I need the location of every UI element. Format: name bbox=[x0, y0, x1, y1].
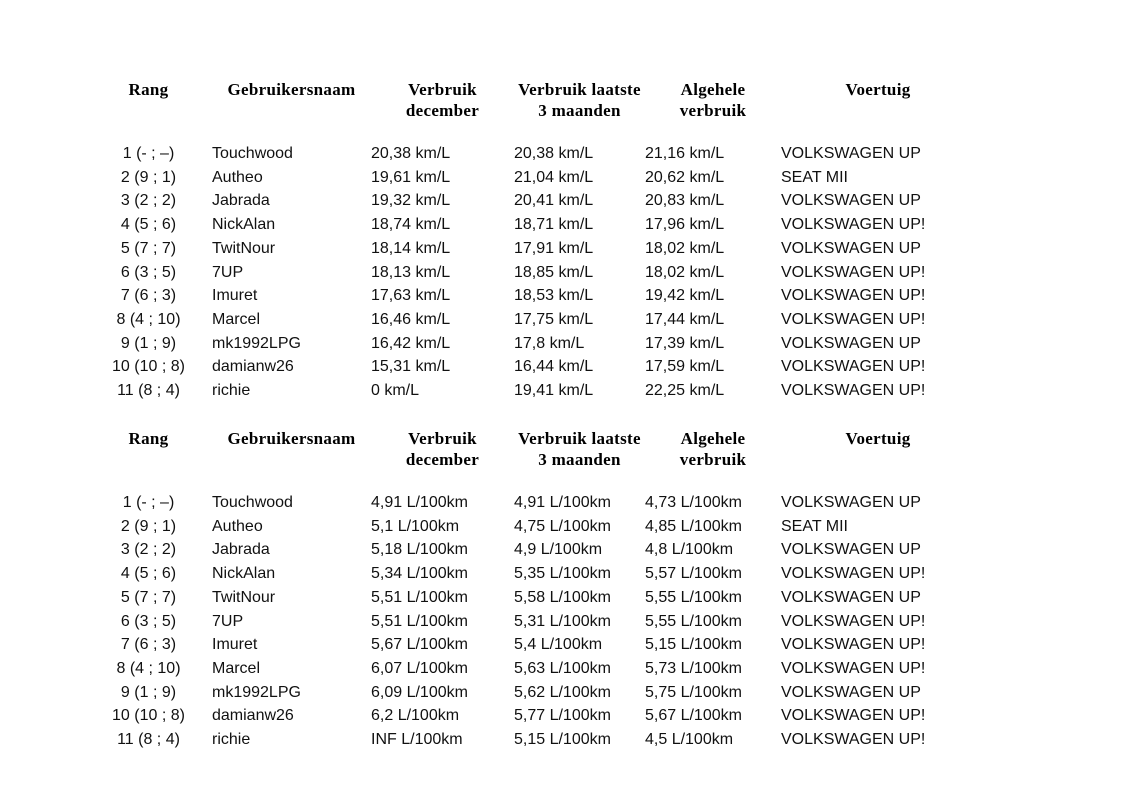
username-cell: Marcel bbox=[212, 659, 261, 677]
header-last3 bbox=[514, 428, 645, 470]
rank-cell: 6 (3 ; 5) bbox=[120, 612, 177, 630]
header-last3 bbox=[514, 79, 645, 121]
consumption-overall-cell: 4,8 L/100km bbox=[645, 541, 734, 559]
header-overall bbox=[645, 428, 781, 470]
username-cell: Autheo bbox=[212, 517, 263, 535]
vehicle-cell: VOLKSWAGEN UP! bbox=[781, 216, 926, 234]
rank-cell: 8 (4 ; 10) bbox=[116, 659, 181, 677]
table-row bbox=[85, 166, 975, 190]
consumption-december-cell: 5,51 L/100km bbox=[371, 588, 468, 606]
username-cell: 7UP bbox=[212, 263, 244, 281]
consumption-last3-cell: 18,85 km/L bbox=[514, 263, 594, 281]
username-cell: mk1992LPG bbox=[212, 683, 301, 701]
rank-cell: 3 (2 ; 2) bbox=[120, 541, 177, 559]
table-row bbox=[85, 379, 975, 403]
consumption-overall-cell: 20,83 km/L bbox=[645, 192, 725, 210]
table-row bbox=[85, 633, 975, 657]
consumption-december-cell: 5,51 L/100km bbox=[371, 612, 468, 630]
table-row bbox=[85, 586, 975, 610]
table-row bbox=[85, 657, 975, 681]
header-vehicle-label: Voertuig bbox=[845, 80, 911, 99]
table-row bbox=[85, 681, 975, 705]
consumption-last3-cell: 20,41 km/L bbox=[514, 192, 594, 210]
vehicle-cell: VOLKSWAGEN UP! bbox=[781, 659, 926, 677]
vehicle-cell: VOLKSWAGEN UP! bbox=[781, 358, 926, 376]
consumption-overall-cell: 5,55 L/100km bbox=[645, 588, 742, 606]
consumption-overall-cell: 5,57 L/100km bbox=[645, 565, 742, 583]
consumption-december-cell: 6,2 L/100km bbox=[371, 707, 460, 725]
table-row bbox=[85, 704, 975, 728]
table-row bbox=[85, 515, 975, 539]
consumption-last3-cell: 17,91 km/L bbox=[514, 239, 594, 257]
vehicle-cell: VOLKSWAGEN UP! bbox=[781, 565, 926, 583]
consumption-overall-cell: 4,73 L/100km bbox=[645, 494, 742, 511]
rank-cell: 6 (3 ; 5) bbox=[120, 263, 177, 281]
consumption-december-cell: 16,46 km/L bbox=[371, 310, 451, 328]
rank-cell: 11 (8 ; 4) bbox=[117, 382, 180, 400]
rank-cell: 1 (- ; –) bbox=[122, 494, 175, 511]
consumption-overall-cell: 5,75 L/100km bbox=[645, 683, 742, 701]
table-row bbox=[85, 332, 975, 356]
table-body bbox=[85, 491, 975, 752]
header-spacer bbox=[85, 121, 975, 142]
username-cell: Imuret bbox=[212, 636, 258, 654]
header-vehicle bbox=[781, 79, 975, 121]
username-cell: NickAlan bbox=[212, 565, 276, 583]
header-rank bbox=[85, 79, 212, 121]
consumption-overall-cell: 19,42 km/L bbox=[645, 287, 725, 305]
consumption-december-cell: 19,32 km/L bbox=[371, 192, 451, 210]
rank-cell: 9 (1 ; 9) bbox=[120, 683, 177, 701]
table-row bbox=[85, 284, 975, 308]
consumption-last3-cell: 21,04 km/L bbox=[514, 168, 594, 186]
consumption-overall-cell: 20,62 km/L bbox=[645, 168, 725, 186]
consumption-last3-cell: 5,35 L/100km bbox=[514, 565, 611, 583]
vehicle-cell: SEAT MII bbox=[781, 168, 848, 186]
username-cell: Marcel bbox=[212, 310, 261, 328]
vehicle-cell: VOLKSWAGEN UP bbox=[781, 145, 921, 162]
consumption-last3-cell: 18,71 km/L bbox=[514, 216, 594, 234]
header-overall-line2: verbruik bbox=[679, 101, 747, 120]
header-username bbox=[212, 428, 371, 470]
consumption-december-cell: 16,42 km/L bbox=[371, 334, 451, 352]
rank-cell: 10 (10 ; 8) bbox=[112, 358, 185, 376]
username-cell: NickAlan bbox=[212, 216, 276, 234]
consumption-last3-cell: 5,63 L/100km bbox=[514, 659, 611, 677]
vehicle-cell: VOLKSWAGEN UP! bbox=[781, 287, 926, 305]
header-spacer bbox=[85, 470, 975, 491]
username-cell: TwitNour bbox=[212, 588, 276, 606]
consumption-last3-cell: 4,75 L/100km bbox=[514, 517, 611, 535]
consumption-december-cell: 18,13 km/L bbox=[371, 263, 451, 281]
consumption-december-cell: 19,61 km/L bbox=[371, 168, 451, 186]
consumption-december-cell: 5,67 L/100km bbox=[371, 636, 468, 654]
vehicle-cell: VOLKSWAGEN UP bbox=[781, 683, 921, 701]
consumption-last3-cell: 17,8 km/L bbox=[514, 334, 585, 352]
consumption-overall-cell: 18,02 km/L bbox=[645, 239, 725, 257]
consumption-december-cell: 20,38 km/L bbox=[371, 145, 451, 162]
consumption-overall-cell: 5,73 L/100km bbox=[645, 659, 742, 677]
vehicle-cell: VOLKSWAGEN UP! bbox=[781, 707, 926, 725]
username-cell: richie bbox=[212, 382, 251, 400]
rank-cell: 8 (4 ; 10) bbox=[116, 310, 181, 328]
table-row bbox=[85, 562, 975, 586]
username-cell: 7UP bbox=[212, 612, 244, 630]
header-december-line2: december bbox=[405, 101, 480, 120]
table-row bbox=[85, 261, 975, 285]
header-rank bbox=[85, 428, 212, 470]
username-cell: Touchwood bbox=[212, 494, 293, 511]
consumption-last3-cell: 5,15 L/100km bbox=[514, 731, 611, 749]
rank-cell: 5 (7 ; 7) bbox=[120, 588, 177, 606]
header-rank-label: Rang bbox=[128, 80, 169, 99]
table-row bbox=[85, 355, 975, 379]
header-vehicle bbox=[781, 428, 975, 470]
consumption-last3-cell: 4,91 L/100km bbox=[514, 494, 611, 511]
consumption-last3-cell: 5,77 L/100km bbox=[514, 707, 611, 725]
rank-cell: 2 (9 ; 1) bbox=[120, 168, 177, 186]
vehicle-cell: VOLKSWAGEN UP bbox=[781, 239, 921, 257]
rank-cell: 2 (9 ; 1) bbox=[120, 517, 177, 535]
header-december-line1: Verbruik bbox=[408, 429, 477, 448]
header-username-label: Gebruikersnaam bbox=[227, 429, 356, 448]
rank-cell: 7 (6 ; 3) bbox=[120, 287, 177, 305]
vehicle-cell: VOLKSWAGEN UP bbox=[781, 192, 921, 210]
rank-cell: 5 (7 ; 7) bbox=[120, 239, 177, 257]
header-last3-line1: Verbruik laatste bbox=[518, 80, 641, 99]
consumption-last3-cell: 18,53 km/L bbox=[514, 287, 594, 305]
header-username bbox=[212, 79, 371, 121]
vehicle-cell: VOLKSWAGEN UP! bbox=[781, 382, 926, 400]
consumption-overall-cell: 17,96 km/L bbox=[645, 216, 725, 234]
table-row bbox=[85, 308, 975, 332]
consumption-december-cell: 15,31 km/L bbox=[371, 358, 451, 376]
header-overall-line2: verbruik bbox=[679, 450, 747, 469]
username-cell: Autheo bbox=[212, 168, 263, 186]
username-cell: Imuret bbox=[212, 287, 258, 305]
table-row bbox=[85, 538, 975, 562]
table-row bbox=[85, 213, 975, 237]
consumption-december-cell: 18,14 km/L bbox=[371, 239, 451, 257]
consumption-december-cell: 6,09 L/100km bbox=[371, 683, 468, 701]
header-last3-line1: Verbruik laatste bbox=[518, 429, 641, 448]
consumption-last3-cell: 17,75 km/L bbox=[514, 310, 594, 328]
consumption-overall-cell: 4,5 L/100km bbox=[645, 731, 734, 749]
consumption-december-cell: 6,07 L/100km bbox=[371, 659, 468, 677]
consumption-last3-cell: 5,62 L/100km bbox=[514, 683, 611, 701]
vehicle-cell: VOLKSWAGEN UP bbox=[781, 494, 921, 511]
username-cell: TwitNour bbox=[212, 239, 276, 257]
consumption-december-cell: 17,63 km/L bbox=[371, 287, 451, 305]
rank-cell: 4 (5 ; 6) bbox=[120, 216, 177, 234]
table-row bbox=[85, 189, 975, 213]
consumption-last3-cell: 16,44 km/L bbox=[514, 358, 594, 376]
vehicle-cell: SEAT MII bbox=[781, 517, 848, 535]
rank-cell: 3 (2 ; 2) bbox=[120, 192, 177, 210]
consumption-december-cell: 5,34 L/100km bbox=[371, 565, 468, 583]
header-rank-label: Rang bbox=[128, 429, 169, 448]
consumption-december-cell: INF L/100km bbox=[371, 731, 463, 749]
consumption-overall-cell: 17,59 km/L bbox=[645, 358, 725, 376]
header-row bbox=[85, 79, 975, 121]
vehicle-cell: VOLKSWAGEN UP! bbox=[781, 263, 926, 281]
leaderboard-table-liters-per-100km bbox=[85, 428, 975, 752]
consumption-overall-cell: 4,85 L/100km bbox=[645, 517, 742, 535]
vehicle-cell: VOLKSWAGEN UP bbox=[781, 588, 921, 606]
header-overall-line1: Algehele bbox=[680, 429, 746, 448]
header-row bbox=[85, 428, 975, 470]
consumption-last3-cell: 20,38 km/L bbox=[514, 145, 594, 162]
table-row bbox=[85, 237, 975, 261]
consumption-overall-cell: 5,55 L/100km bbox=[645, 612, 742, 630]
table-row bbox=[85, 142, 975, 166]
consumption-december-cell: 0 km/L bbox=[371, 382, 420, 400]
leaderboard-table-km-per-liter bbox=[85, 79, 975, 403]
consumption-last3-cell: 19,41 km/L bbox=[514, 382, 594, 400]
header-last3-line2: 3 maanden bbox=[538, 101, 621, 120]
table-body bbox=[85, 142, 975, 403]
table-row bbox=[85, 610, 975, 634]
rank-cell: 4 (5 ; 6) bbox=[120, 565, 177, 583]
rank-cell: 11 (8 ; 4) bbox=[117, 731, 180, 749]
table-row bbox=[85, 491, 975, 515]
consumption-last3-cell: 5,58 L/100km bbox=[514, 588, 611, 606]
consumption-last3-cell: 4,9 L/100km bbox=[514, 541, 603, 559]
consumption-overall-cell: 5,15 L/100km bbox=[645, 636, 742, 654]
consumption-overall-cell: 5,67 L/100km bbox=[645, 707, 742, 725]
consumption-overall-cell: 17,39 km/L bbox=[645, 334, 725, 352]
header-december bbox=[371, 428, 514, 470]
header-overall-line1: Algehele bbox=[680, 80, 746, 99]
username-cell: mk1992LPG bbox=[212, 334, 301, 352]
vehicle-cell: VOLKSWAGEN UP bbox=[781, 541, 921, 559]
table-row bbox=[85, 728, 975, 752]
username-cell: Touchwood bbox=[212, 145, 293, 162]
username-cell: Jabrada bbox=[212, 541, 270, 559]
consumption-overall-cell: 22,25 km/L bbox=[645, 382, 725, 400]
username-cell: damianw26 bbox=[212, 358, 294, 376]
consumption-overall-cell: 21,16 km/L bbox=[645, 145, 725, 162]
consumption-december-cell: 5,18 L/100km bbox=[371, 541, 468, 559]
username-cell: Jabrada bbox=[212, 192, 270, 210]
rank-cell: 10 (10 ; 8) bbox=[112, 707, 185, 725]
rank-cell: 9 (1 ; 9) bbox=[120, 334, 177, 352]
vehicle-cell: VOLKSWAGEN UP! bbox=[781, 636, 926, 654]
header-december bbox=[371, 79, 514, 121]
header-december-line2: december bbox=[405, 450, 480, 469]
table-header bbox=[85, 428, 975, 491]
consumption-december-cell: 18,74 km/L bbox=[371, 216, 451, 234]
rank-cell: 7 (6 ; 3) bbox=[120, 636, 177, 654]
consumption-last3-cell: 5,31 L/100km bbox=[514, 612, 611, 630]
table-header bbox=[85, 79, 975, 142]
consumption-december-cell: 5,1 L/100km bbox=[371, 517, 460, 535]
header-username-label: Gebruikersnaam bbox=[227, 80, 356, 99]
header-december-line1: Verbruik bbox=[408, 80, 477, 99]
vehicle-cell: VOLKSWAGEN UP! bbox=[781, 612, 926, 630]
vehicle-cell: VOLKSWAGEN UP! bbox=[781, 310, 926, 328]
consumption-overall-cell: 17,44 km/L bbox=[645, 310, 725, 328]
rank-cell: 1 (- ; –) bbox=[122, 145, 175, 162]
header-vehicle-label: Voertuig bbox=[845, 429, 911, 448]
header-last3-line2: 3 maanden bbox=[538, 450, 621, 469]
consumption-december-cell: 4,91 L/100km bbox=[371, 494, 468, 511]
consumption-overall-cell: 18,02 km/L bbox=[645, 263, 725, 281]
vehicle-cell: VOLKSWAGEN UP bbox=[781, 334, 921, 352]
consumption-last3-cell: 5,4 L/100km bbox=[514, 636, 603, 654]
header-overall bbox=[645, 79, 781, 121]
username-cell: damianw26 bbox=[212, 707, 294, 725]
vehicle-cell: VOLKSWAGEN UP! bbox=[781, 731, 926, 749]
username-cell: richie bbox=[212, 731, 251, 749]
